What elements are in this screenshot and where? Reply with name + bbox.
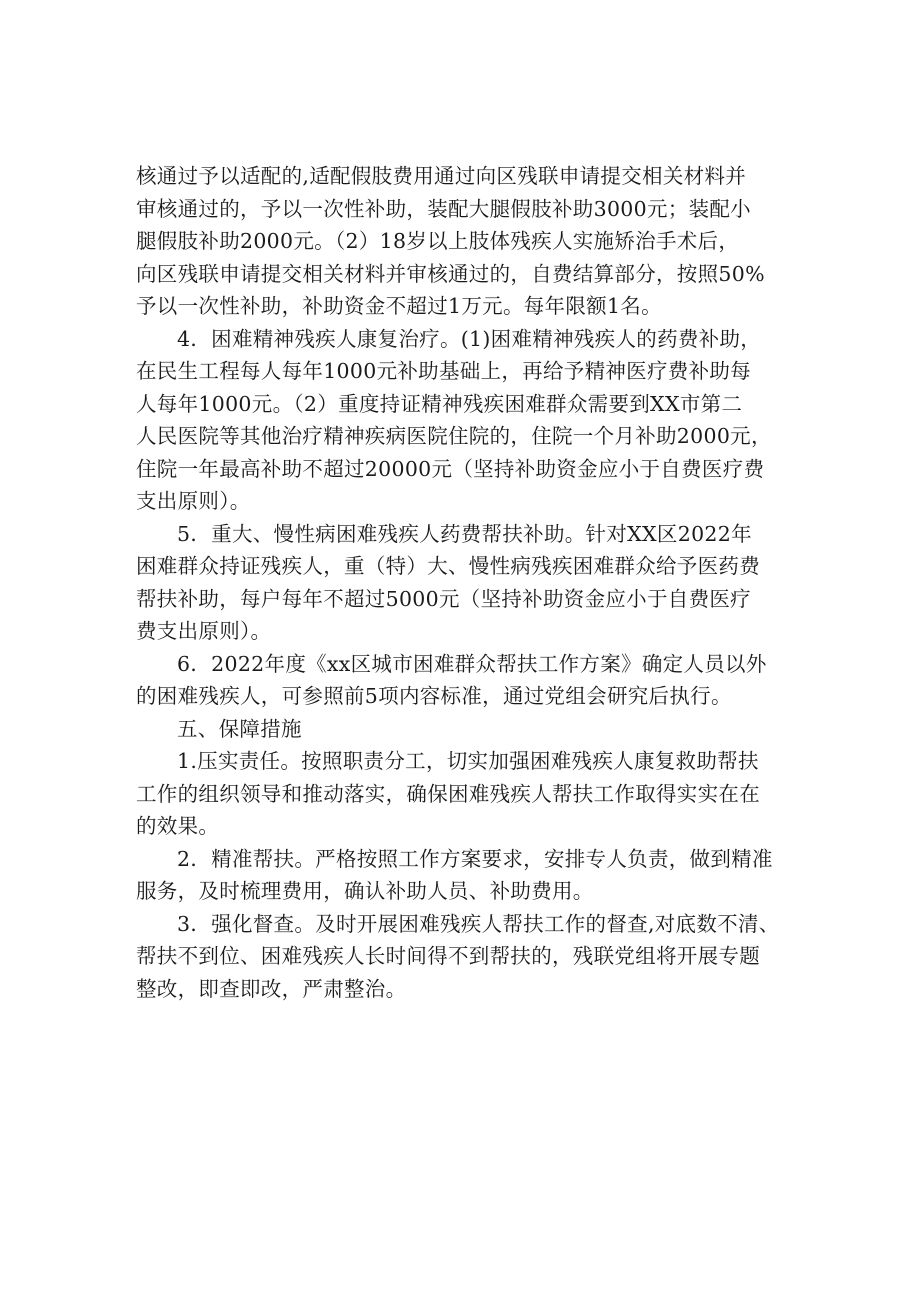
text-line: 人民医院等其他治疗精神疾病医院住院的，住院一个月补助2000元， bbox=[136, 424, 772, 448]
text-line: 审核通过的，予以一次性补助，装配大腿假肢补助3000元；装配小 bbox=[136, 196, 751, 221]
text-line: 帮扶补助，每户每年不超过5000元（坚持补助资金应小于自费医疗 bbox=[136, 586, 751, 611]
text-line: 5．重大、慢性病困难残疾人药费帮扶补助。针对XX区2022年 bbox=[177, 521, 752, 546]
text-line: 核通过予以适配的,适配假肢费用通过向区残联申请提交相关材料并 bbox=[136, 164, 747, 188]
text-line: 在民生工程每人每年1000元补助基础上，再给予精神医疗费补助每 bbox=[136, 359, 751, 383]
text-line: 的效果。 bbox=[136, 814, 220, 838]
text-line: 五、保障措施 bbox=[177, 716, 302, 741]
text-line: 住院一年最高补助不超过20000元（坚持补助资金应小于自费医疗费 bbox=[136, 456, 765, 481]
text-line: 向区残联申请提交相关材料并审核通过的，自费结算部分，按照50% bbox=[136, 261, 765, 286]
text-line: 1.压实责任。按照职责分工，切实加强困难残疾人康复救助帮扶 bbox=[177, 749, 759, 773]
text-line: 人每年1000元。（2）重度持证精神残疾困难群众需要到XX市第二 bbox=[136, 391, 743, 416]
text-line: 整改，即查即改，严肃整治。 bbox=[136, 976, 407, 1001]
text-line: 的困难残疾人，可参照前5项内容标准，通过党组会研究后执行。 bbox=[136, 684, 732, 708]
text-line: 3．强化督查。及时开展困难残疾人帮扶工作的督查,对底数不清、 bbox=[177, 911, 780, 936]
document-body bbox=[136, 160, 788, 1005]
text-line: 工作的组织领导和推动落实，确保困难残疾人帮扶工作取得实实在在 bbox=[136, 781, 760, 806]
text-line: 费支出原则）。 bbox=[136, 619, 272, 643]
text-line: 困难群众持证残疾人，重（特）大、慢性病残疾困难群众给予医药费 bbox=[136, 554, 760, 578]
text-line: 2．精准帮扶。严格按照工作方案要求，安排专人负责，做到精准 bbox=[177, 846, 773, 871]
text-line: 予以一次性补助，补助资金不超过1万元。每年限额1名。 bbox=[136, 294, 662, 318]
text-line: 4．困难精神残疾人康复治疗。(1)困难精神残疾人的药费补助， bbox=[177, 326, 762, 351]
text-line: 支出原则）。 bbox=[136, 489, 251, 513]
text-line: 6．2022年度《xx区城市困难群众帮扶工作方案》确定人员以外 bbox=[177, 651, 767, 676]
text-line: 腿假肢补助2000元。（2）18岁以上肢体残疾人实施矫治手术后， bbox=[136, 229, 740, 253]
text-line: 帮扶不到位、困难残疾人长时间得不到帮扶的，残联党组将开展专题 bbox=[136, 944, 760, 968]
text-line: 服务，及时梳理费用，确认补助人员、补助费用。 bbox=[136, 879, 594, 903]
